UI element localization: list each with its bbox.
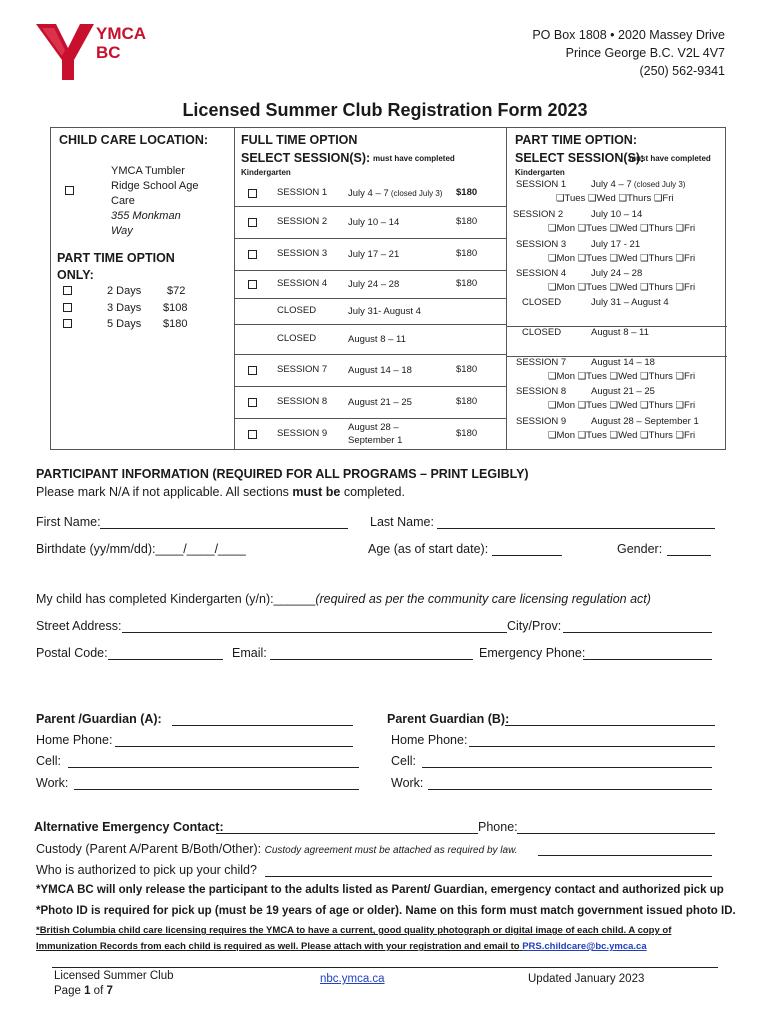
guardian-a-work-field[interactable] <box>74 789 359 790</box>
guardian-b-cell-label: Cell: <box>391 754 417 768</box>
ft-session-price: $180 <box>456 248 478 259</box>
pt-days-label: 5 Days <box>107 318 142 330</box>
instructions-text: Please mark N/A if not applicable. All sections <box>36 485 289 499</box>
postal-field[interactable] <box>108 659 223 660</box>
page-total: 7 <box>106 985 113 997</box>
ft-session-dates: August 14 – 18 <box>348 365 412 376</box>
pt-day-checkboxes[interactable]: ❑Mon ❑Tues ❑Wed ❑Thurs ❑Fri <box>548 400 696 411</box>
pt-session-dates: August 21 – 25 <box>591 386 655 397</box>
postal-label: Postal Code: <box>36 646 108 660</box>
pt-session-dates: July 10 – 14 <box>591 209 643 220</box>
site-name <box>111 164 198 239</box>
pt-days-price: $108 <box>163 302 188 314</box>
pickup-label: Who is authorized to pick up your child? <box>36 863 257 877</box>
gender-field[interactable] <box>667 555 711 556</box>
notice-licensing: *British Columbia child care licensing requires the YMCA to have a current, good quality photograph or digital image of each child. A copy of <box>36 925 672 936</box>
pt-only-header-1: PART TIME OPTION <box>57 251 175 265</box>
street-label: Street Address: <box>36 619 122 633</box>
ft-session-dates: August 8 – 11 <box>348 334 406 345</box>
pt-session-name: SESSION 3 <box>516 239 567 250</box>
pt-kindergarten: Kindergarten <box>515 168 565 177</box>
ft-session-price: $180 <box>456 216 478 227</box>
address-block <box>532 26 725 80</box>
org-name-line2: BC <box>96 43 121 62</box>
guardian-a-cell-field[interactable] <box>68 767 359 768</box>
pt-session-dates: July 24 – 28 <box>591 268 643 279</box>
participant-instructions <box>36 485 405 499</box>
org-name-line1: YMCA <box>96 24 147 43</box>
participant-header: PARTICIPANT INFORMATION (REQUIRED FOR ALL PROGRAMS – PRINT LEGIBLY) <box>36 467 529 481</box>
alt-phone-field[interactable] <box>517 833 715 834</box>
ft-session-checkbox[interactable] <box>248 189 257 198</box>
form-title: Licensed Summer Club Registration Form 2023 <box>182 100 588 120</box>
site-line: YMCA Tumbler <box>111 165 185 177</box>
ft-row-divider <box>234 418 506 419</box>
ft-row-divider <box>234 270 506 271</box>
age-label: Age (as of start date): <box>368 542 489 556</box>
page-num: 1 <box>84 985 91 997</box>
address-line1: PO Box 1808 • 2020 Massey Drive <box>532 28 725 42</box>
ft-session-dates: August 21 – 25 <box>348 397 412 408</box>
site-address-line: Way <box>111 225 133 237</box>
guardian-b-home-field[interactable] <box>469 746 715 747</box>
pt-session-note: (closed July 3) <box>631 180 686 189</box>
notice-photo-id: *Photo ID is required for pick up (must be 19 years of age or older). Name on this form must match government issued photo ID. <box>36 905 736 917</box>
pt-header-1: PART TIME OPTION: <box>515 133 637 147</box>
pt-day-checkboxes[interactable]: ❑Mon ❑Tues ❑Wed ❑Thurs ❑Fri <box>548 253 696 264</box>
ft-session-price: $180 <box>456 396 478 407</box>
ft-session-name: SESSION 7 <box>277 364 328 375</box>
ft-session-checkbox[interactable] <box>248 430 257 439</box>
pt-days-checkbox[interactable] <box>63 286 72 295</box>
notice-immunization <box>36 941 647 952</box>
pt-days-checkbox[interactable] <box>63 303 72 312</box>
guardian-a-work-label: Work: <box>36 776 69 790</box>
birthdate-field[interactable]: Birthdate (yy/mm/dd):____/____/____ <box>36 542 246 556</box>
pt-days-price: $72 <box>167 285 186 297</box>
ft-row-divider <box>234 386 506 387</box>
pickup-field[interactable] <box>265 876 712 877</box>
ft-session-checkbox[interactable] <box>248 218 257 227</box>
ft-row-divider <box>234 238 506 239</box>
pt-only-header-2: ONLY: <box>57 268 94 282</box>
ft-row-divider <box>234 354 506 355</box>
ft-row-divider <box>234 324 506 325</box>
email-link[interactable]: PRS.childcare@bc.ymca.ca <box>522 941 647 952</box>
footer-page-number <box>54 984 174 999</box>
ft-session-checkbox[interactable] <box>248 398 257 407</box>
alt-contact-field[interactable] <box>216 833 478 834</box>
ft-session-dates: July 4 – 7 (closed July 3) <box>348 188 443 199</box>
pt-session-name: SESSION 9 <box>516 416 567 427</box>
ft-header-1: FULL TIME OPTION <box>241 133 358 147</box>
pt-session-dates: July 17 - 21 <box>591 239 641 250</box>
site-address-line: 355 Monkman <box>111 210 181 222</box>
pt-days-label: 3 Days <box>107 302 142 314</box>
pt-session-dates: July 31 – August 4 <box>591 297 669 308</box>
ft-session-note: (closed July 3) <box>388 189 443 198</box>
pt-session-dates: August 28 – September 1 <box>591 416 699 427</box>
pt-days-checkbox[interactable] <box>63 319 72 328</box>
kindergarten-label: My child has completed Kindergarten (y/n):______ <box>36 592 316 606</box>
pt-header-2: SELECT SESSION(S): <box>515 151 645 165</box>
ft-session-name: CLOSED <box>277 305 317 316</box>
pt-day-checkboxes[interactable]: ❑Tues ❑Wed ❑Thurs ❑Fri <box>556 193 674 204</box>
ft-session-price: $180 <box>456 278 478 289</box>
ft-row-divider <box>234 298 506 299</box>
guardian-b-work-label: Work: <box>391 776 424 790</box>
ft-header-note: must have completed <box>373 154 455 163</box>
ft-session-name: SESSION 2 <box>277 216 328 227</box>
pt-day-checkboxes[interactable]: ❑Mon ❑Tues ❑Wed ❑Thurs ❑Fri <box>548 371 696 382</box>
first-name-field[interactable] <box>100 528 348 529</box>
first-name-label: First Name: <box>36 515 101 529</box>
email-field[interactable] <box>270 659 473 660</box>
ft-session-name: CLOSED <box>277 333 317 344</box>
ft-session-dates: July 24 – 28 <box>348 279 400 290</box>
alt-phone-label: Phone: <box>478 820 518 834</box>
city-field[interactable] <box>563 632 712 633</box>
page-of: of <box>93 985 104 997</box>
footer-form-name: Licensed Summer Club <box>54 970 174 982</box>
pt-day-checkboxes[interactable]: ❑Mon ❑Tues ❑Wed ❑Thurs ❑Fri <box>548 282 696 293</box>
footer-updated: Updated January 2023 <box>528 973 645 985</box>
pt-session-name: SESSION 8 <box>516 386 567 397</box>
ft-row-divider <box>234 206 506 207</box>
guardian-b-work-field[interactable] <box>428 789 712 790</box>
custody-field[interactable] <box>538 855 712 856</box>
location-header: CHILD CARE LOCATION: <box>59 133 209 147</box>
last-name-label: Last Name: <box>370 515 434 529</box>
ft-session-name: SESSION 3 <box>277 248 328 259</box>
kindergarten-question[interactable] <box>36 592 651 606</box>
page-prefix: Page <box>54 985 81 997</box>
pt-session-name: SESSION 7 <box>516 357 567 368</box>
footer-form-info <box>54 969 174 999</box>
notice-release: *YMCA BC will only release the participant to the adults listed as Parent/ Guardian, emergency contact and authorized pick up <box>36 884 724 896</box>
custody-line <box>36 842 518 856</box>
ft-session-name: SESSION 8 <box>277 396 328 407</box>
location-checkbox[interactable] <box>65 186 74 195</box>
instructions-bold: must be <box>292 485 341 499</box>
alt-contact-label: Alternative Emergency Contact: <box>34 820 224 834</box>
emergency-phone-field[interactable] <box>583 659 712 660</box>
session-table <box>50 127 726 450</box>
custody-note: Custody agreement must be attached as required by law. <box>264 845 518 856</box>
ft-session-price: $180 <box>456 187 478 198</box>
footer-rule <box>52 967 718 968</box>
pt-session-dates: July 4 – 7 (closed July 3) <box>591 179 686 190</box>
guardian-a-name-field[interactable] <box>172 725 353 726</box>
pt-header-note: must have completed <box>629 154 711 163</box>
site-line: Ridge School Age <box>111 180 199 192</box>
ft-session-checkbox[interactable] <box>248 366 257 375</box>
street-field[interactable] <box>122 632 507 633</box>
guardian-a-home-label: Home Phone: <box>36 733 113 747</box>
guardian-b-name-field[interactable] <box>505 725 715 726</box>
guardian-a-header: Parent /Guardian (A): <box>36 712 162 726</box>
ft-session-price: $180 <box>456 364 478 375</box>
pt-session-dates: August 14 – 18 <box>591 357 655 368</box>
ft-session-price: $180 <box>456 428 478 439</box>
guardian-b-cell-field[interactable] <box>422 767 712 768</box>
ft-session-dates-2: September 1 <box>348 435 403 446</box>
pt-session-name: CLOSED <box>522 297 562 308</box>
city-label: City/Prov: <box>507 619 562 633</box>
ft-kindergarten: Kindergarten <box>241 168 291 177</box>
emergency-phone-label: Emergency Phone: <box>479 646 586 660</box>
ft-session-checkbox[interactable] <box>248 280 257 289</box>
instructions-text: completed. <box>343 485 405 499</box>
age-field[interactable] <box>492 555 562 556</box>
gender-label: Gender: <box>617 542 663 556</box>
last-name-field[interactable] <box>437 528 715 529</box>
pt-session-name: SESSION 1 <box>516 179 567 190</box>
pt-session-name: SESSION 4 <box>516 268 567 279</box>
pt-day-checkboxes[interactable]: ❑Mon ❑Tues ❑Wed ❑Thurs ❑Fri <box>548 223 696 234</box>
email-label: Email: <box>232 646 267 660</box>
ft-session-dates: July 17 – 21 <box>348 249 400 260</box>
pt-session-dates: August 8 – 11 <box>591 327 649 338</box>
guardian-a-home-field[interactable] <box>115 746 353 747</box>
pt-days-label: 2 Days <box>107 285 142 297</box>
address-line2: Prince George B.C. V2L 4V7 <box>565 46 725 60</box>
immunization-text: Immunization Records from each child is required as well. Please attach with your registration and email to <box>36 941 520 952</box>
ft-session-name: SESSION 9 <box>277 428 328 439</box>
ft-session-checkbox[interactable] <box>248 250 257 259</box>
ft-session-dates: August 28 – September 1 <box>348 422 403 446</box>
footer-website-link[interactable]: nbc.ymca.ca <box>320 973 385 985</box>
ft-session-name: SESSION 1 <box>277 187 328 198</box>
guardian-b-header: Parent Guardian (B): <box>387 712 510 726</box>
custody-label: Custody (Parent A/Parent B/Both/Other): <box>36 842 262 856</box>
ft-session-name: SESSION 4 <box>277 278 328 289</box>
pt-day-checkboxes[interactable]: ❑Mon ❑Tues ❑Wed ❑Thurs ❑Fri <box>548 430 696 441</box>
ft-session-dates: July 10 – 14 <box>348 217 400 228</box>
site-line: Care <box>111 195 135 207</box>
pt-session-name: CLOSED <box>522 327 562 338</box>
pt-session-name: SESSION 2 <box>513 209 564 220</box>
ft-session-dates: July 31- August 4 <box>348 306 421 317</box>
guardian-b-home-label: Home Phone: <box>391 733 468 747</box>
address-phone: (250) 562-9341 <box>639 64 725 78</box>
org-name <box>96 24 146 62</box>
pt-days-price: $180 <box>163 318 188 330</box>
kindergarten-note: (required as per the community care licensing regulation act) <box>315 592 651 606</box>
ft-header-2: SELECT SESSION(S): <box>241 151 371 165</box>
guardian-a-cell-label: Cell: <box>36 754 62 768</box>
